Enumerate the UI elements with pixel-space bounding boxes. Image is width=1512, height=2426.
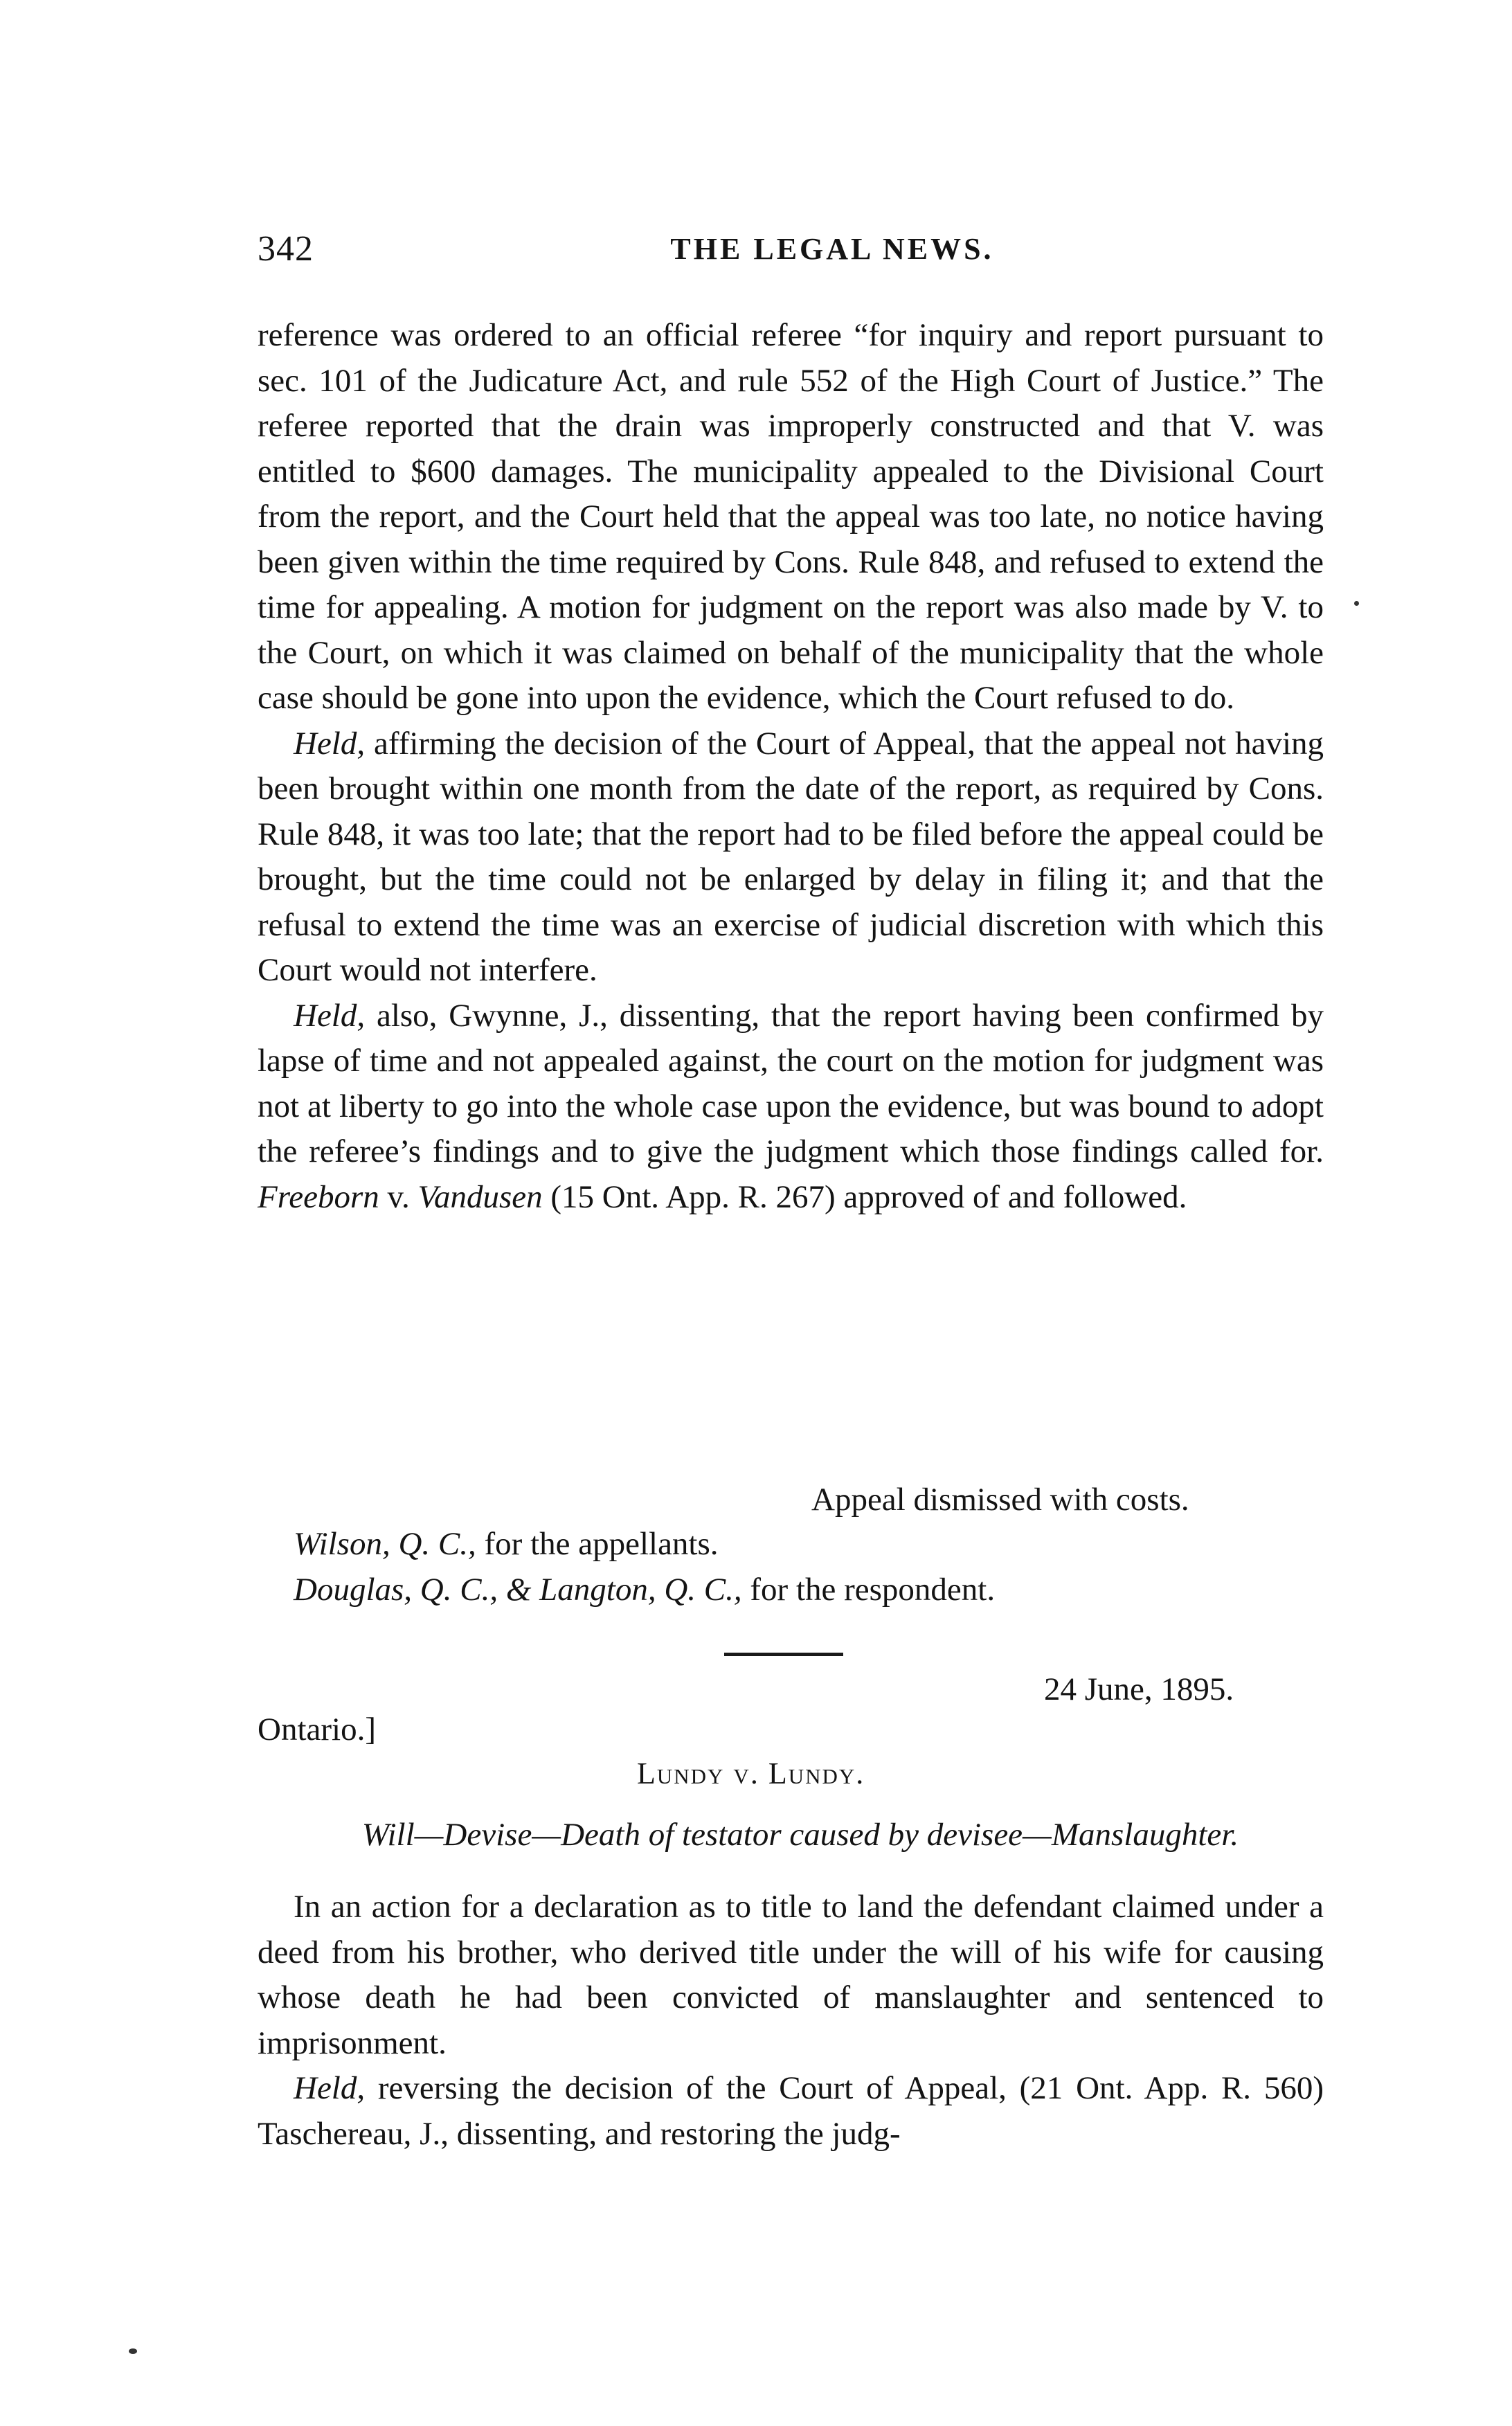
counsel-role: for the respondent. — [741, 1572, 996, 1608]
new-case-facts-paragraph: In an action for a declaration as to title to land the defendant claimed under a deed from his brother, who derived title under the will of his wife for causing whose death he had been convicted of manslaughter and sentenced to imprisonment. — [258, 1889, 1324, 2061]
counsel-role: for the appellants. — [476, 1526, 719, 1562]
section-divider — [724, 1653, 843, 1656]
page-number: 342 — [258, 229, 314, 269]
case-facts-paragraph: reference was ordered to an official referee “for inquiry and report pursuant to sec. 101 of the Judicature Act, and rule 552 of the High Court of Justice.” The referee reported that the drain was improperly constructed and that V. was entitled to $600 damages. The municipality appealed to the Divisional Court from the report, and the Court held that the appeal was too late, no notice having been given within the time required by Cons. Rule 848, and refused to extend the time for appealing. A motion for judgment on the report was also made by V. to the Court, on which it was claimed on behalf of the municipality that the whole case should be gone into upon the evidence, which the Court refused to do. — [258, 317, 1324, 716]
counsel-respondent — [294, 1569, 995, 1610]
held-text: reversing the decision of the Court of Appeal, (21 Ont. App. R. 560) Taschereau, J., dissenting, and restoring the judg- — [258, 2070, 1324, 2152]
held-paragraph-1 — [258, 721, 1324, 994]
case-date: 24 June, 1895. — [1044, 1671, 1234, 1707]
new-case-held-paragraph — [258, 2066, 1324, 2157]
case-title: Lundy v. Lundy. — [637, 1756, 865, 1790]
cited-case-party-b: Vandusen — [417, 1178, 543, 1215]
scan-speck — [129, 2348, 137, 2354]
counsel-name: Wilson, Q. C., — [294, 1526, 476, 1562]
running-head: THE LEGAL NEWS. — [670, 232, 994, 266]
disposition: Appeal dismissed with costs. — [811, 1482, 1189, 1518]
cited-case-party-a: Freeborn — [258, 1178, 379, 1215]
held-text: affirming the decision of the Court of Appeal, that the appeal not having been brought within one month from the date of the report, as required by Cons. Rule 848, it was too late; that the report had to be filed before the appeal could be brought, but the time could not be enlarged by delay in filing it; and that the refusal to extend the time was an exercise of judicial discretion with which this Court would not interfere. — [258, 725, 1324, 988]
counsel-appellants — [294, 1523, 719, 1565]
new-case-body — [258, 1885, 1324, 2157]
counsel-name: Douglas, Q. C., & Langton, Q. C., — [294, 1572, 742, 1608]
held-text-a: also, Gwynne, J., dissenting, that the report having been confirmed by lapse of time and not appealed against, the court on the motion for judgment was not at liberty to go into the whole case upon the evidence, but was bound to adopt the referee’s findings and to give the judgment which those findings called for. — [258, 997, 1324, 1169]
page-header — [258, 228, 1324, 284]
case-province: Ontario.] — [258, 1711, 376, 1747]
held-lead: Held, — [294, 725, 366, 762]
continued-case-body — [258, 313, 1324, 1220]
held-lead: Held, — [294, 2070, 366, 2106]
held-text-b: (15 Ont. App. R. 267) approved of and followed. — [542, 1178, 1187, 1215]
scan-speck — [1354, 601, 1359, 606]
cited-case-v: v. — [379, 1178, 418, 1215]
held-lead: Held, — [294, 997, 366, 1034]
held-paragraph-2 — [258, 994, 1324, 1221]
case-catchwords: Will—Devise—Death of testator caused by devisee—Manslaughter. — [361, 1817, 1239, 1853]
